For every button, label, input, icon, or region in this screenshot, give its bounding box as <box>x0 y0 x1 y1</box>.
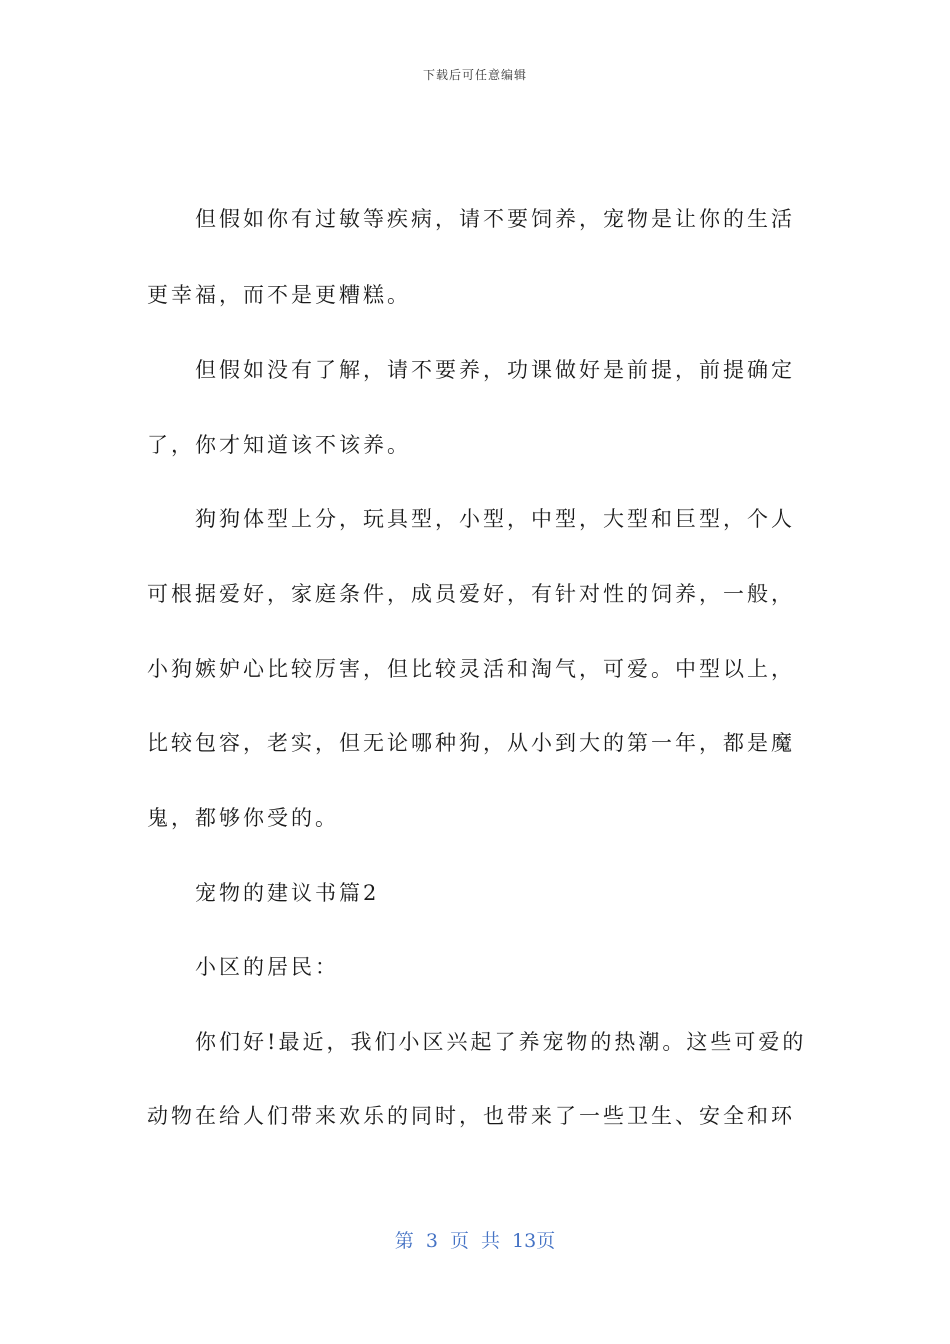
text-line: 狗狗体型上分，玩具型，小型，中型，大型和巨型，个人 <box>147 507 795 531</box>
section-heading: 宠物的建议书篇2 <box>147 881 380 905</box>
text-line: 但假如你有过敏等疾病，请不要饲养，宠物是让你的生活 <box>147 207 795 231</box>
text-line: 你们好!最近，我们小区兴起了养宠物的热潮。这些可爱的 <box>147 1030 807 1054</box>
text-line: 比较包容，老实，但无论哪种狗，从小到大的第一年，都是魔 <box>147 731 795 755</box>
text-line: 更幸福，而不是更糟糕。 <box>147 283 411 307</box>
text-line: 动物在给人们带来欢乐的同时，也带来了一些卫生、安全和环 <box>147 1104 795 1128</box>
letter-salutation: 小区的居民： <box>147 955 339 979</box>
page-header: 下载后可任意编辑 <box>422 68 527 82</box>
text-line: 但假如没有了解，请不要养，功课做好是前提，前提确定 <box>147 358 795 382</box>
text-line: 鬼，都够你受的。 <box>147 806 339 830</box>
page-number: 第 3 页 共 13页 <box>394 1230 556 1252</box>
text-line: 小狗嫉妒心比较厉害，但比较灵活和淘气，可爱。中型以上， <box>147 657 795 681</box>
text-line: 可根据爱好，家庭条件，成员爱好，有针对性的饲养，一般， <box>147 582 795 606</box>
text-line: 了，你才知道该不该养。 <box>147 433 411 457</box>
